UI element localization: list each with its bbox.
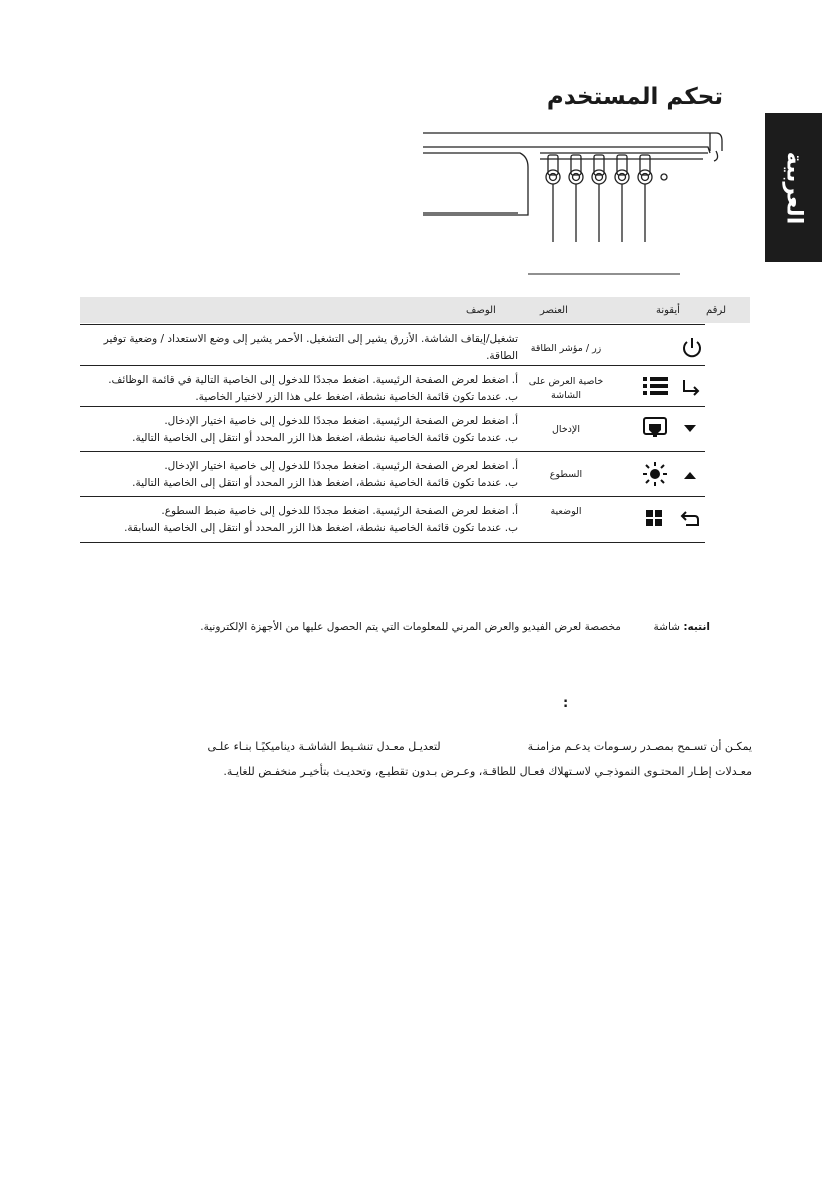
up-arrow-icon [684, 472, 696, 479]
table-header-bar [80, 297, 750, 323]
input-description-b: ب. عندما تكون قائمة الخاصية نشطة، اضغط هذا الزر المحدد أو انتقل إلى الخاصية التالية. [132, 432, 518, 444]
brightness-description-b: ب. عندما تكون قائمة الخاصية نشطة، اضغط هذا الزر المحدد أو انتقل إلى الخاصية التالية. [132, 477, 518, 489]
section-body-line-1 [40, 735, 752, 759]
input-description-a: أ. اضغط لعرض الصفحة الرئيسية. اضغط مجددًا للدخول إلى خاصية اختيار الإدخال. [164, 415, 518, 427]
mode-description-b: ب. عندما تكون قائمة الخاصية نشطة، اضغط هذا الزر المحدد أو انتقل إلى الخاصية السابقة. [124, 522, 518, 534]
monitor-button-2 [569, 155, 583, 242]
header-element: العنصر [540, 305, 568, 316]
header-description: الوصف [466, 305, 496, 316]
table-row-brightness-element: السطوع [549, 469, 583, 480]
mode-description-a: أ. اضغط لعرض الصفحة الرئيسية. اضغط مجددًا للدخول إلى خاصية ضبط السطوع. [161, 505, 518, 517]
mode-grid-icon [640, 506, 708, 534]
note-label: انتبه: [683, 621, 710, 633]
menu-list-icon [640, 373, 708, 399]
power-led [661, 174, 667, 180]
section-body-line-2: معـدلات إطـار المحتـوى النموذجـي لاسـتهلاك فعـال للطاقـة، وعـرض بـدون تقطيـع، وتحديـث بتأخيـر منخفـض للغايـة. [223, 765, 752, 778]
osd-description-a: أ. اضغط لعرض الصفحة الرئيسية. اضغط مجددًا للدخول إلى الخاصية التالية في قائمة الوظائف. [108, 374, 518, 386]
section-colon: : [563, 696, 569, 711]
note-word: شاشة [653, 621, 680, 633]
section-body-part-1: يمكـن أن تسـمح بمصـدر رسـومات يدعـم مزامنـة [527, 740, 752, 753]
brightness-description-a: أ. اضغط لعرض الصفحة الرئيسية. اضغط مجددًا للدخول إلى خاصية اختيار الإدخال. [164, 460, 518, 472]
table-divider [80, 496, 705, 497]
table-row-input-element: الإدخال [552, 424, 580, 435]
monitor-button-5 [638, 155, 652, 242]
table-row-brightness-description [88, 458, 518, 492]
table-row-mode-element: الوضعية [550, 506, 582, 517]
brightness-icon [640, 460, 708, 488]
power-icon [680, 335, 704, 361]
table-row-input-description [88, 413, 518, 447]
down-arrow-icon [684, 425, 696, 432]
language-tab-label: العربية [781, 151, 806, 224]
page-title: تحكم المستخدم [546, 84, 723, 110]
table-row-osd-description [88, 372, 518, 406]
language-side-tab [765, 113, 822, 262]
osd-description-b: ب. عندما تكون قائمة الخاصية نشطة، اضغط على هذا الزر لاختيار الخاصية. [195, 391, 518, 403]
table-divider [80, 324, 705, 325]
monitor-buttons-diagram [418, 125, 728, 285]
monitor-button-1 [546, 155, 560, 242]
header-number: لرقم [706, 305, 726, 316]
header-icon: أيقونة [656, 305, 680, 316]
table-divider [80, 451, 705, 452]
monitor-button-4 [615, 155, 629, 242]
note-text: مخصصة لعرض الفيديو والعرض المرني للمعلومات التي يتم الحصول عليها من الأجهزة الإلكترونية. [200, 621, 621, 633]
input-monitor-icon [640, 415, 708, 443]
note-line [120, 621, 710, 633]
section-body-part-2: لتعديـل معـدل تنشـيط الشاشـة ديناميكيًـا بنـاء علـى [207, 740, 441, 753]
table-divider [80, 365, 705, 366]
table-row-mode-description [88, 503, 518, 537]
table-divider [80, 406, 705, 407]
table-row-power-description: تشغيل/إيقاف الشاشة. الأزرق يشير إلى التشغيل. الأحمر يشير إلى وضع الاستعداد / وضعية توفير الطاقة. [103, 333, 518, 362]
table-row-osd-element: خاصية العرض على الشاشة [528, 376, 604, 401]
table-row-power-element: زر / مؤشر الطاقة [530, 343, 602, 354]
monitor-button-3 [592, 155, 606, 242]
table-divider [80, 542, 705, 543]
